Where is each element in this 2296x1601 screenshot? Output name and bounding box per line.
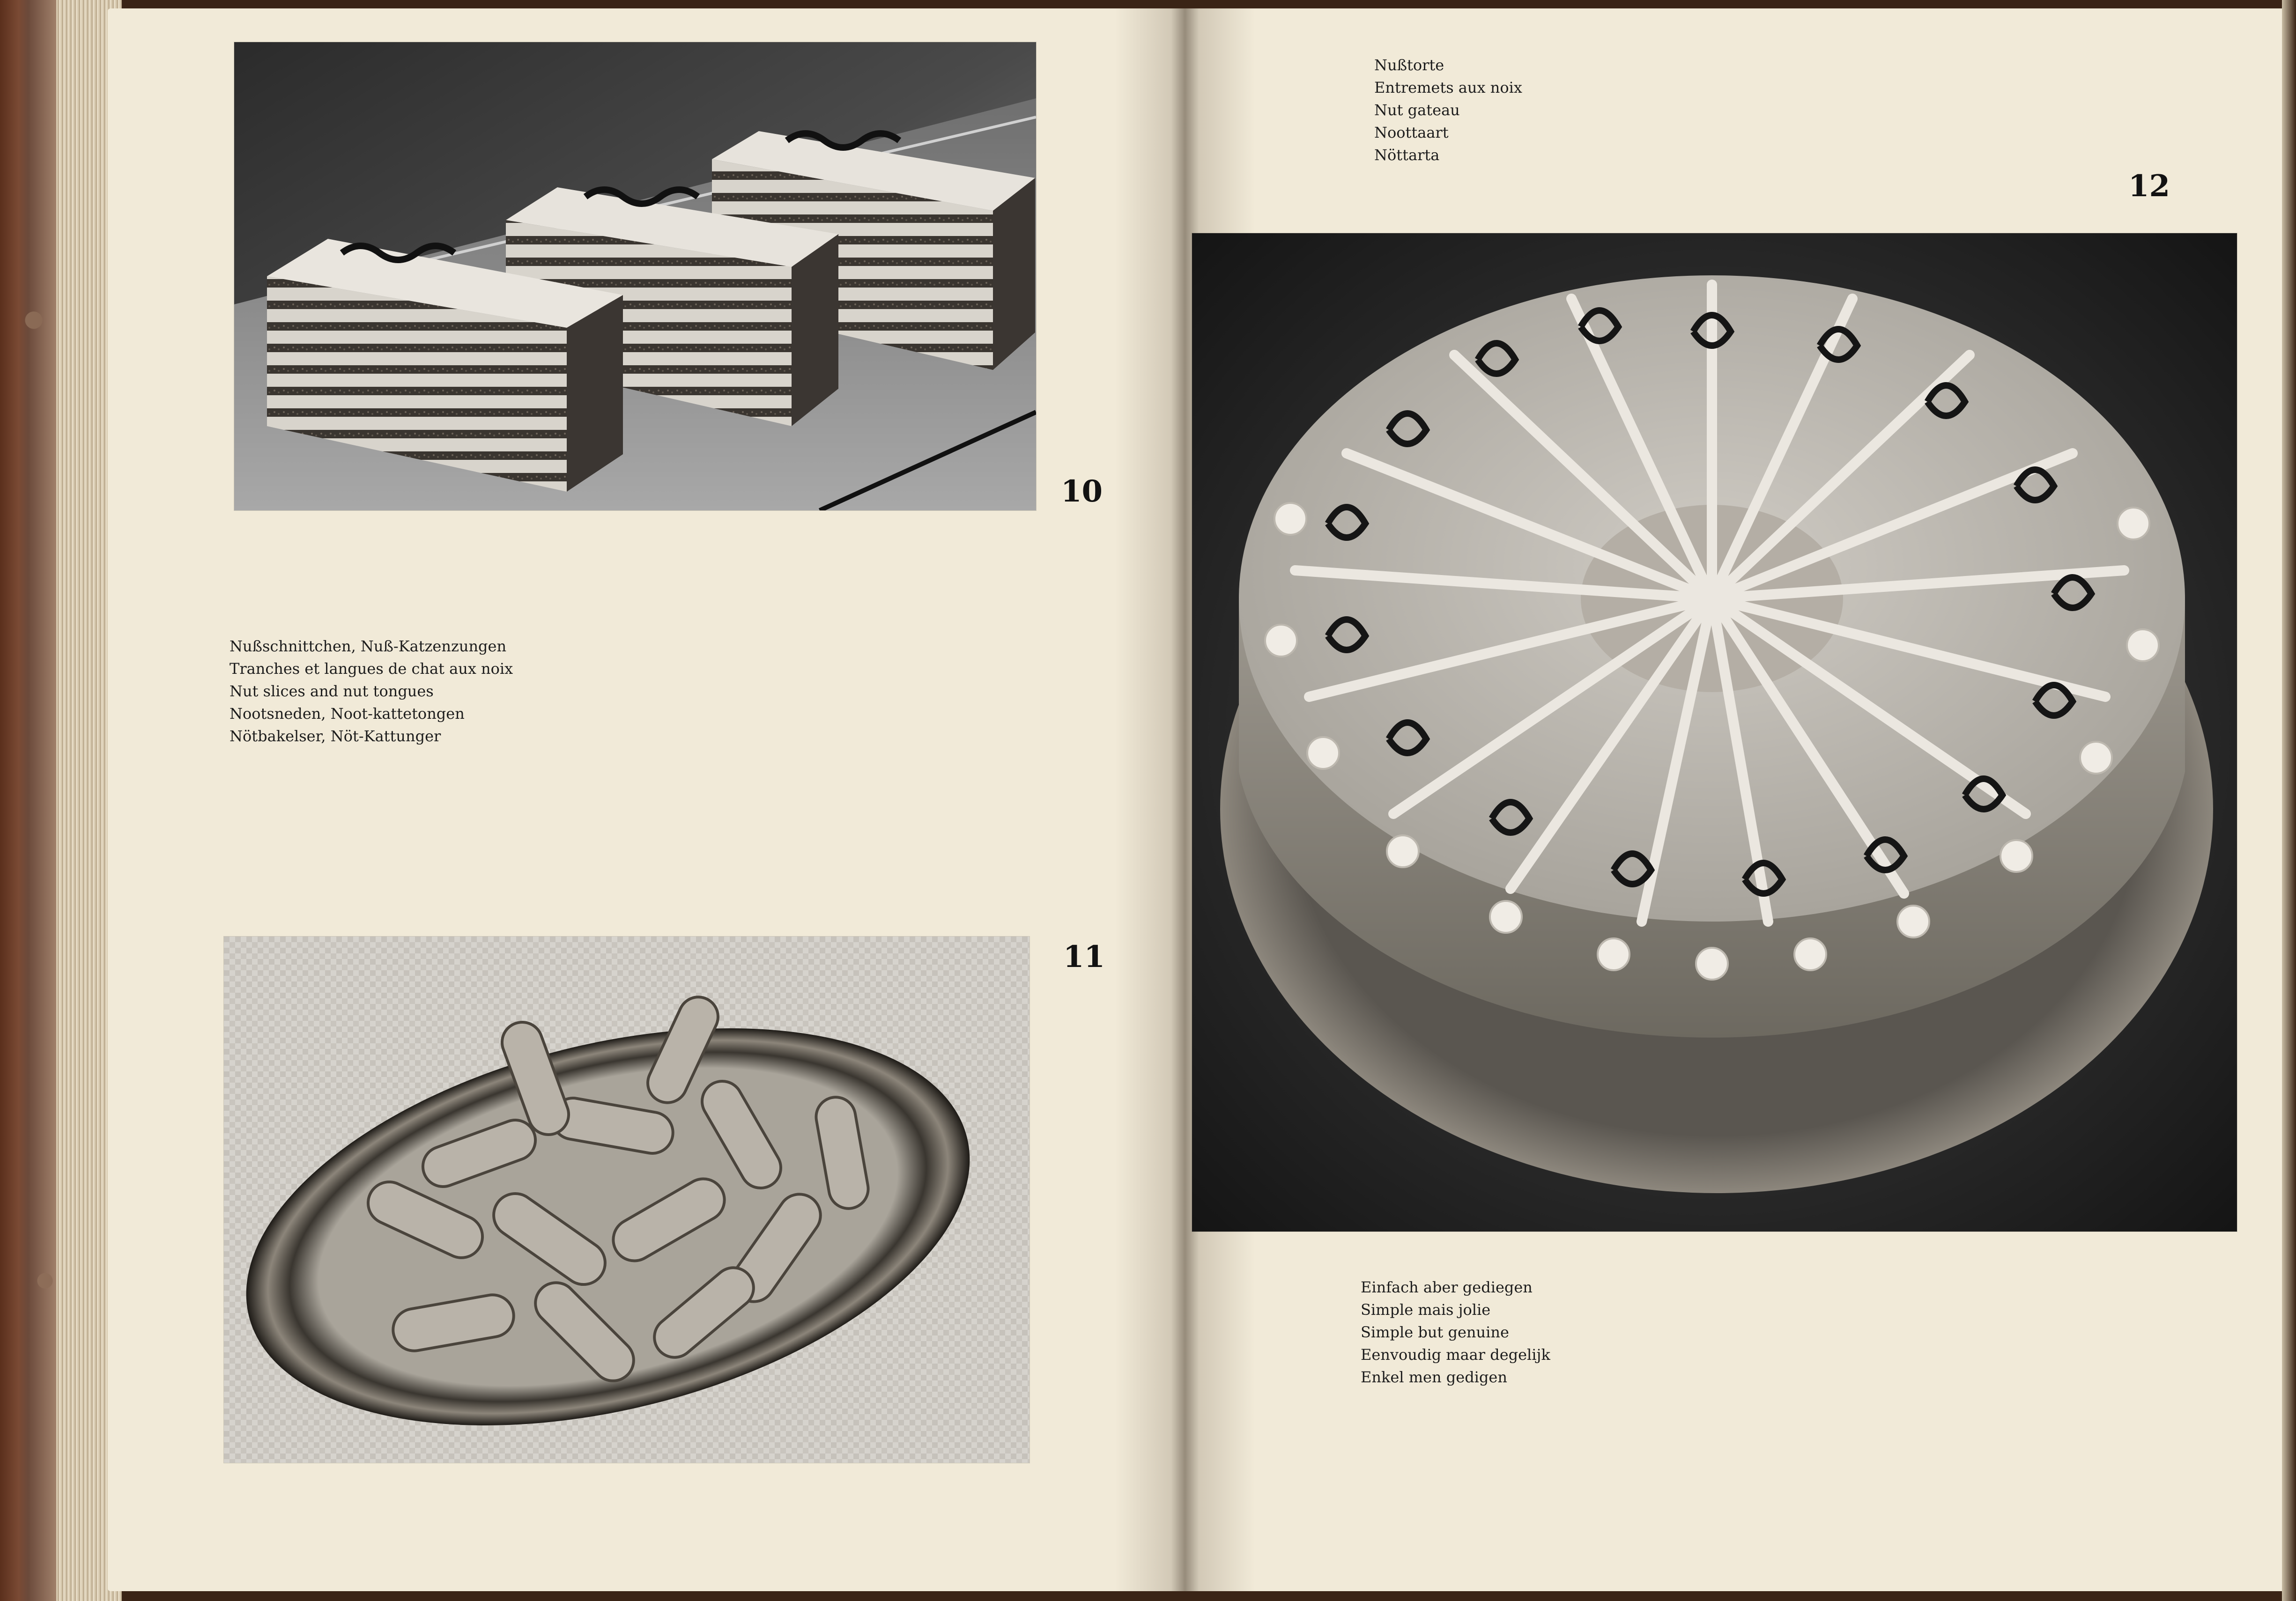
caption-line-dutch: Nootsneden, Noot-kattetongen xyxy=(230,705,465,723)
caption-line-swedish: Nötbakelser, Nöt-Kattunger xyxy=(230,727,441,745)
plate-number-12: 12 xyxy=(2128,169,2170,204)
caption-line-english: Nut gateau xyxy=(1374,101,1460,119)
caption-line-swedish: Enkel men gedigen xyxy=(1361,1368,1507,1386)
nut-slices-image xyxy=(234,42,1036,510)
plate-12-photo xyxy=(1192,233,2237,1232)
caption-line-german: Einfach aber gediegen xyxy=(1361,1278,1533,1296)
plate-number-11: 11 xyxy=(1063,939,1105,974)
caption-line-english: Nut slices and nut tongues xyxy=(230,682,434,700)
caption-plate-10-11 xyxy=(230,635,513,747)
caption-line-french: Tranches et langues de chat aux noix xyxy=(230,660,513,678)
caption-plate-12-title xyxy=(1374,54,1522,166)
plate-11-photo xyxy=(224,937,1029,1463)
right-edge-shadow xyxy=(2282,0,2296,1601)
caption-line-french: Entremets aux noix xyxy=(1374,79,1522,96)
nut-gateau-image xyxy=(1192,233,2237,1232)
nut-tongues-image xyxy=(224,937,1029,1463)
plate-number-10: 10 xyxy=(1061,474,1103,509)
caption-line-english: Simple but genuine xyxy=(1361,1323,1509,1341)
caption-line-swedish: Nöttarta xyxy=(1374,146,1440,164)
caption-line-dutch: Noottaart xyxy=(1374,124,1449,141)
caption-line-french: Simple mais jolie xyxy=(1361,1301,1491,1319)
caption-line-german: Nußtorte xyxy=(1374,56,1444,74)
caption-plate-12-subtitle xyxy=(1361,1276,1550,1388)
caption-line-german: Nußschnittchen, Nuß-Katzenzungen xyxy=(230,637,507,655)
plate-10-photo xyxy=(234,42,1036,510)
caption-line-dutch: Eenvoudig maar degelijk xyxy=(1361,1346,1550,1364)
